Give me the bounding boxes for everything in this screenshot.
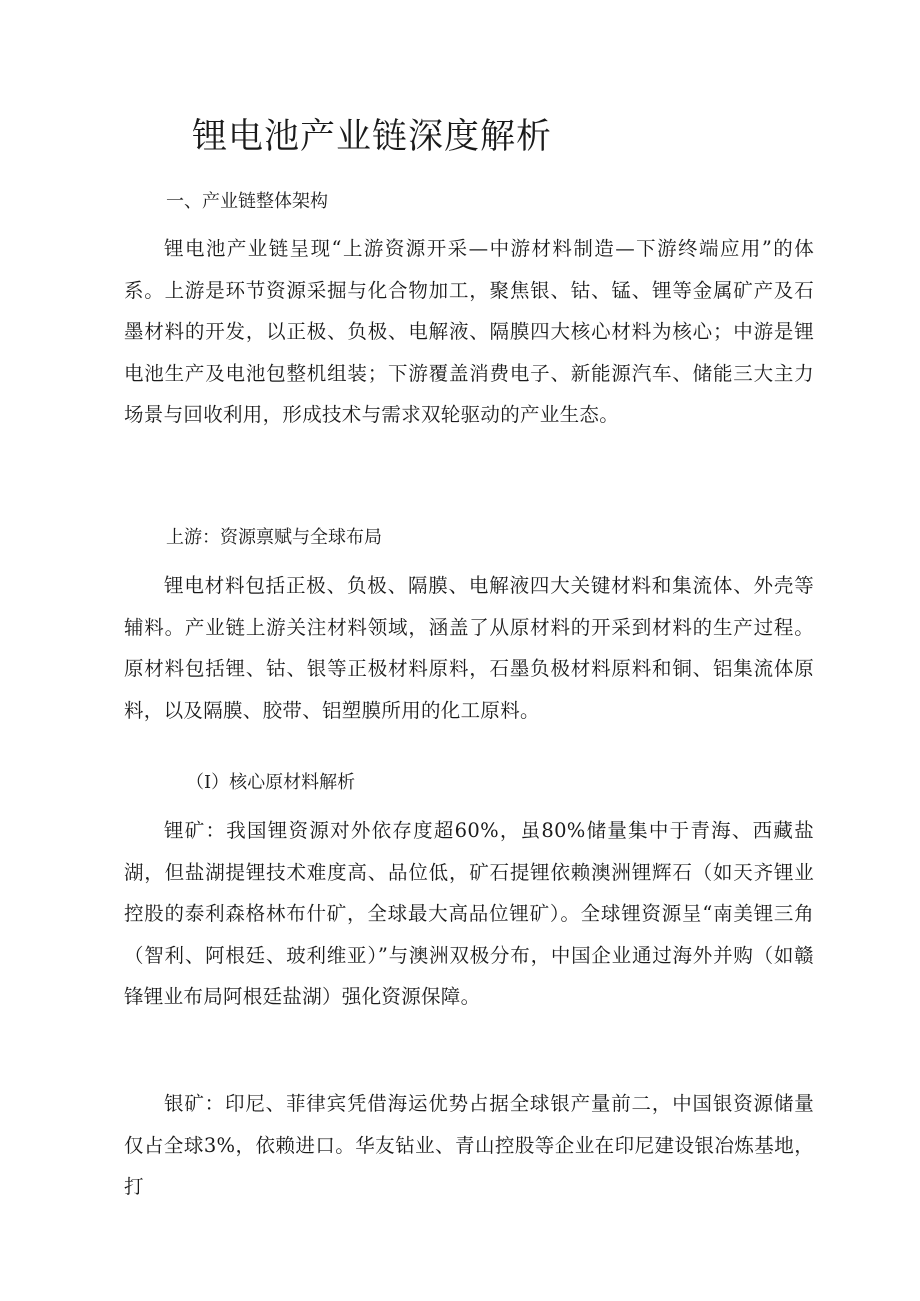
paragraph-upstream: 锂电材料包括正极、负极、隔膜、电解液四大关键材料和集流体、外壳等辅料。产业链上游关注材料领域，涵盖了从原材料的开采到材料的生产过程。原材料包括锂、钴、银等正极材料原料，石墨负极材料原料和铜、铝集流体原料，以及隔膜、胶带、铝塑膜所用的化工原料。 — [124, 574, 814, 722]
paragraph-architecture: 锂电池产业链呈现“上游资源开采—中游材料制造—下游终端应用”的体系。上游是环节资源采掘与化合物加工，聚焦银、钴、锰、锂等金属矿产及石墨材料的开发，以正极、负极、电解液、隔膜四大核心材料为核心；中游是锂电池生产及电池包整机组装；下游覆盖消费电子、新能源汽车、储能三大主力场景与回收利用，形成技术与需求双轮驱动的产业生态。 — [124, 237, 814, 426]
paragraph-silver-ore: 银矿：印尼、菲律宾凭借海运优势占据全球银产量前二，中国银资源储量仅占全球3%，依赖进口。华友钻业、青山控股等企业在印尼建设银冶炼基地，打 — [124, 1092, 814, 1198]
document-title: 锂电池产业链深度解析 — [192, 117, 553, 157]
subsection-heading-core-materials: （I）核心原材料解析 — [186, 772, 356, 793]
section-heading-upstream: 上游：资源禀赋与全球布局 — [166, 527, 382, 548]
paragraph-lithium-ore: 锂矿：我国锂资源对外依存度超60%，虽80%储量集中于青海、西藏盐湖，但盐湖提锂技术难度高、品位低，矿石提锂依赖澳洲锂辉石（如天齐锂业控股的泰利森格林布什矿，全球最大高品位锂矿）。全球锂资源呈“南美锂三角（智利、阿根廷、玻利维亚）”与澳洲双极分布，中国企业通过海外并购（如赣锋锂业布局阿根廷盐湖）强化资源保障。 — [124, 819, 814, 1008]
section-heading-architecture: 一、产业链整体架构 — [166, 191, 328, 212]
